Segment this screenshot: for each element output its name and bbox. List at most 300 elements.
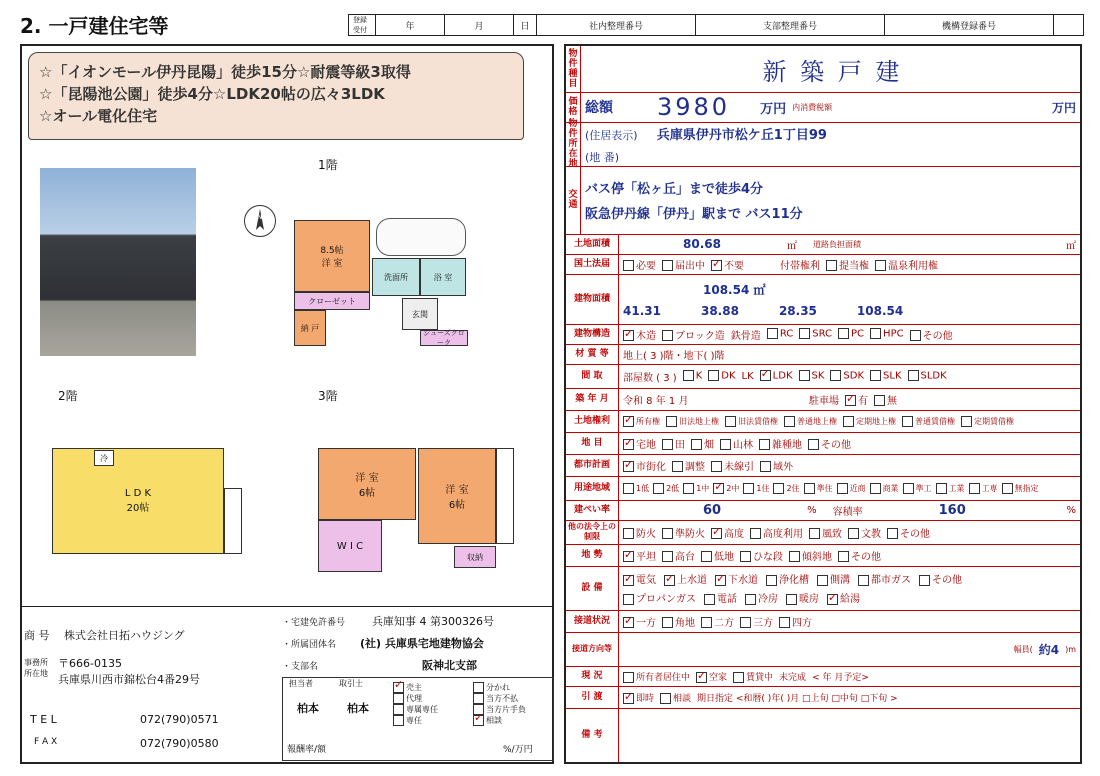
equip-opt[interactable]: [745, 590, 778, 605]
opt-label: 未線引: [724, 461, 754, 473]
terrain-opt[interactable]: [789, 548, 832, 563]
parking-opt[interactable]: [874, 392, 897, 407]
company-name: 株式会社日拓ハウジング: [64, 629, 185, 642]
rights-opt[interactable]: [784, 416, 837, 427]
equip-opt[interactable]: [827, 590, 860, 605]
law-cell: [619, 254, 1080, 274]
checkbox-icon: [623, 461, 634, 472]
parking-label: 駐車場: [809, 395, 839, 407]
opt-label: 域外: [773, 461, 793, 473]
row-label: 接道状況: [566, 610, 619, 632]
checkbox-icon: [662, 260, 673, 271]
equipment-cell: [619, 566, 1080, 610]
share-item[interactable]: [473, 682, 526, 693]
struct-opt[interactable]: [838, 328, 864, 340]
assoc-name: (社) 兵庫県宅地建物協会: [360, 637, 484, 650]
zone-opt[interactable]: [936, 483, 965, 494]
checkbox-icon: [870, 370, 881, 381]
checkbox-icon: [745, 594, 756, 605]
closet: クローゼット: [294, 292, 370, 310]
opt-label: 相談: [673, 693, 692, 704]
opt-label: SDK: [843, 370, 865, 382]
opt-label: 1低: [636, 483, 650, 493]
rights-opt[interactable]: [623, 416, 660, 427]
zone-cell: [619, 476, 1080, 500]
row-note: [566, 708, 1080, 762]
car-icon: [376, 218, 466, 256]
tax-unit: 万円: [1051, 100, 1076, 115]
zone-opt[interactable]: [1002, 483, 1039, 494]
mode-item[interactable]: [393, 682, 438, 693]
zone-opt[interactable]: [623, 483, 649, 494]
opt-label: 届出中: [675, 260, 705, 272]
balcony: [224, 488, 242, 554]
checkbox-icon: [903, 483, 914, 494]
layout-opt[interactable]: [908, 370, 947, 382]
traffic-line: 阪急伊丹線「伊丹」駅まで バス11分: [585, 207, 803, 222]
struct-opt[interactable]: [870, 328, 904, 340]
opt-label: 高度利用: [763, 528, 803, 540]
checkbox-icon: [660, 693, 671, 704]
landuse-opt[interactable]: [720, 436, 753, 451]
floor3-label: 3階: [318, 389, 338, 403]
zone-opt[interactable]: [870, 483, 899, 494]
layout-opt[interactable]: [799, 370, 825, 382]
row-label: 他の法令上の制限: [566, 520, 619, 544]
tax-label: 内消費税額: [792, 102, 833, 112]
opt-label: 一方: [636, 617, 656, 629]
opt-label: 普通賃借権: [915, 416, 955, 426]
land-unit: ㎡: [786, 240, 797, 252]
access-opt[interactable]: [779, 614, 812, 629]
row-label: 地 目: [566, 432, 619, 454]
shogo-label: 商 号: [24, 629, 50, 642]
checkbox-icon: [473, 693, 484, 704]
row-material: [566, 344, 1080, 365]
terrain-opt[interactable]: [740, 548, 783, 563]
company-address: 兵庫県川西市錦松台4番29号: [58, 673, 200, 686]
checkbox-icon: [623, 594, 634, 605]
rights-opt[interactable]: [902, 416, 955, 427]
terrain-opt[interactable]: [838, 548, 881, 563]
status-opt[interactable]: [623, 670, 690, 683]
equip-opt[interactable]: [858, 571, 911, 586]
checkbox-icon: [759, 439, 770, 450]
handover-opt[interactable]: [623, 691, 654, 704]
equip-opt[interactable]: [786, 590, 819, 605]
access-opt[interactable]: [701, 614, 734, 629]
checkbox-icon: [843, 416, 854, 427]
fee-shares: [473, 682, 526, 726]
checkbox-icon: [711, 260, 722, 271]
registry-branch: 支部整理番号: [696, 15, 885, 35]
layout-opt[interactable]: [830, 370, 864, 382]
checkbox-icon: [936, 483, 947, 494]
opt-label: 側溝: [830, 575, 850, 586]
checkbox-icon: [848, 528, 859, 539]
row-label: 都市計画: [566, 454, 619, 476]
mode-label: 専任: [406, 716, 422, 725]
checkbox-icon: [874, 395, 885, 406]
checkbox-icon: [799, 370, 810, 381]
floor-areas: [623, 304, 903, 318]
staff-name-2: 柏本: [347, 702, 369, 715]
equip-opt[interactable]: [664, 571, 707, 586]
equip-opt[interactable]: [623, 571, 656, 586]
room-size: 6帖: [448, 500, 466, 511]
fee-unit: %/万円: [503, 745, 533, 755]
floor1-label: 1階: [318, 158, 338, 172]
opt-label: DK: [721, 370, 736, 382]
opt-label: 市街化: [636, 461, 666, 473]
city-opt[interactable]: [672, 458, 705, 473]
office-label: 事務所所在地: [24, 658, 48, 678]
struct-opt[interactable]: [662, 327, 725, 342]
layout-opt[interactable]: [708, 370, 735, 382]
row-label: 物件所在地: [566, 122, 581, 166]
staff-box: [282, 677, 554, 761]
struct-opt[interactable]: [910, 327, 953, 342]
traffic-line: バス停「松ヶ丘」まで徒歩4分: [585, 182, 764, 197]
opt-label: HPC: [883, 328, 904, 340]
opt-label: 傾斜地: [802, 551, 832, 563]
status-opt[interactable]: [733, 670, 773, 683]
restrict-opt[interactable]: [848, 525, 881, 540]
row-label: 国土法届: [566, 254, 619, 274]
rights-opt[interactable]: [843, 416, 896, 427]
terrain-opt[interactable]: [701, 548, 734, 563]
rights-opt[interactable]: [725, 416, 778, 427]
opt-label: SLK: [883, 370, 902, 382]
share-label: 当方片手負: [486, 705, 526, 714]
opt-label: 普通地上権: [797, 416, 837, 426]
registry-year: 年: [376, 15, 445, 35]
row-type: [566, 46, 1080, 93]
landuse-opt[interactable]: [691, 436, 714, 451]
room-western-2: [318, 448, 416, 520]
rights-opt[interactable]: [961, 416, 1014, 427]
land-area-cell: [619, 234, 1080, 254]
floor3-area: 28.35: [778, 303, 817, 318]
branch-name: 阪神北支部: [422, 659, 477, 672]
zone-opt[interactable]: [804, 483, 833, 494]
storage-3f: 収納: [454, 546, 496, 568]
checkbox-icon: [713, 483, 724, 494]
restrict-opt[interactable]: [887, 525, 930, 540]
city-opt[interactable]: [623, 458, 666, 473]
opt-label: ひな段: [753, 551, 783, 563]
city-opt[interactable]: [760, 458, 793, 473]
extra-label: 付帯権利: [780, 260, 820, 272]
registry-agency: 機構登録番号: [885, 15, 1054, 35]
room-western-1: [294, 220, 370, 292]
opt-label: 近商: [849, 483, 866, 493]
room-size: 8.5帖: [320, 246, 344, 256]
assoc-label: ・所属団体名: [282, 640, 337, 650]
row-address: [566, 119, 1080, 169]
restrict-opt[interactable]: [623, 525, 656, 540]
mode-item[interactable]: [393, 715, 438, 726]
opt-label: 無指定: [1014, 483, 1039, 493]
mode-item[interactable]: [393, 704, 438, 715]
material-value: 地上( 3 )階・地下( )階: [623, 350, 725, 362]
checkbox-icon: [830, 370, 841, 381]
row-label: 材 質 等: [566, 344, 619, 364]
mode-item[interactable]: [393, 693, 438, 704]
layout-cell: [619, 364, 1080, 388]
checkbox-icon: [1002, 483, 1013, 494]
struct-opt[interactable]: [731, 327, 761, 342]
opt-label: 温泉利用権: [888, 260, 938, 272]
staff-label-1: 担当者: [289, 679, 313, 688]
share-item[interactable]: [473, 693, 526, 704]
checkbox-icon: [473, 682, 484, 693]
share-label: 分かれ: [486, 683, 510, 692]
terrain-opt[interactable]: [662, 548, 695, 563]
rights-opt[interactable]: [666, 416, 719, 427]
landuse-opt[interactable]: [623, 436, 656, 451]
checkbox-icon: [875, 260, 886, 271]
layout-opt[interactable]: [760, 370, 793, 382]
checkbox-icon: [393, 704, 404, 715]
checkbox-icon: [662, 551, 673, 562]
opt-label: 無: [887, 395, 897, 407]
opt-label: 2住: [786, 483, 800, 493]
layout-opt[interactable]: [870, 370, 901, 382]
handover-cell: [619, 686, 1080, 708]
access-opt[interactable]: [662, 614, 695, 629]
law-opt[interactable]: [662, 257, 705, 272]
price-value: 3980: [657, 93, 731, 121]
checkbox-icon: [858, 575, 869, 586]
restrict-cell: [619, 520, 1080, 544]
layout-opt[interactable]: [742, 371, 754, 382]
address-cell: [581, 122, 1080, 166]
restrict-opt[interactable]: [809, 525, 842, 540]
checkbox-icon: [725, 416, 736, 427]
checkbox-icon: [623, 330, 634, 341]
checkbox-icon: [623, 575, 634, 586]
checkbox-icon: [760, 461, 771, 472]
zone-opt[interactable]: [683, 483, 709, 494]
opt-label: 提当権: [839, 260, 869, 272]
row-label: 交通: [566, 166, 581, 234]
city-opt[interactable]: [711, 458, 754, 473]
license-label: ・宅建免許番号: [282, 618, 346, 628]
row-land-area: [566, 234, 1080, 255]
equip-opt[interactable]: [715, 571, 758, 586]
banner-line: ☆「昆陽池公園」徒歩4分☆LDK20帖の広々3LDK: [39, 85, 385, 103]
opt-label: SK: [811, 370, 825, 382]
width-label: 幅員(: [1013, 644, 1033, 654]
landuse-opt[interactable]: [808, 436, 851, 451]
row-status: [566, 666, 1080, 687]
restrict-opt[interactable]: [711, 525, 744, 540]
room-western-3: [418, 448, 496, 544]
traffic-cell: [581, 166, 1080, 234]
checkbox-icon: [870, 328, 881, 339]
pct-unit: %: [1066, 504, 1076, 516]
registry-strip: [348, 14, 1084, 36]
parking-opt[interactable]: [845, 392, 868, 407]
page-title: 2. 一戸建住宅等: [20, 14, 169, 38]
fee-label: 報酬率/額: [287, 745, 327, 755]
status-tail: < 年 月予定>: [812, 672, 869, 683]
opt-label: RC: [779, 328, 794, 340]
checkbox-icon: [666, 416, 677, 427]
other-area: 108.54: [856, 303, 904, 318]
house-photo: [40, 168, 196, 356]
checkbox-icon: [623, 528, 634, 539]
row-building-area: [566, 274, 1080, 325]
law-extra[interactable]: [875, 257, 938, 272]
checkbox-icon: [720, 439, 731, 450]
checkbox-icon: [623, 483, 634, 494]
far-value: 160: [938, 502, 966, 518]
lot-label: (地 番): [585, 150, 620, 164]
washroom: 洗面所: [372, 258, 420, 296]
equip-opt[interactable]: [919, 571, 962, 586]
equip-opt[interactable]: [623, 590, 696, 605]
equip-row-2: [623, 590, 860, 605]
opt-label: 低地: [714, 551, 734, 563]
banner: [28, 52, 524, 140]
opt-label: 冷房: [758, 594, 778, 605]
status-opt[interactable]: [696, 670, 727, 683]
struct-opt[interactable]: [767, 328, 793, 340]
tel-label: T E L: [30, 713, 57, 726]
restrict-opt[interactable]: [750, 525, 803, 540]
opt-label: その他: [851, 551, 881, 563]
handover-tail: 期日指定 <和暦( )年( )月 □上旬 □中旬 □下旬 >: [697, 693, 898, 704]
checkbox-icon: [704, 594, 715, 605]
note-cell[interactable]: [619, 708, 1080, 762]
share-label: 当方不払: [486, 694, 518, 703]
checkbox-icon: [969, 483, 980, 494]
opt-label: 浄化槽: [779, 575, 809, 586]
pct-unit: %: [807, 504, 817, 516]
zone-opt[interactable]: [773, 483, 799, 494]
room-type: 洋 室: [321, 259, 343, 269]
checkbox-icon: [760, 370, 771, 381]
checkbox-icon: [766, 575, 777, 586]
landuse-opt[interactable]: [662, 436, 685, 451]
zone-opt[interactable]: [743, 483, 769, 494]
struct-opt[interactable]: [623, 327, 656, 342]
room-type: L D K: [124, 488, 152, 499]
row-label: 用途地域: [566, 476, 619, 500]
registry-label: 登録受付: [349, 15, 376, 35]
opt-label: 準工: [915, 483, 932, 493]
access-opt[interactable]: [740, 614, 773, 629]
row-label: 地 勢: [566, 544, 619, 566]
room-type: 洋 室: [355, 473, 379, 484]
access-opt[interactable]: [623, 614, 656, 629]
opt-label: 準住: [816, 483, 833, 493]
landuse-opt[interactable]: [759, 436, 802, 451]
road-unit: ㎡: [1066, 240, 1076, 252]
row-label: 建物面積: [566, 274, 619, 324]
law-extra[interactable]: [826, 257, 869, 272]
terrain-opt[interactable]: [623, 548, 656, 563]
opt-label: 暖房: [799, 594, 819, 605]
registry-blank: [1054, 15, 1083, 35]
share-item[interactable]: [473, 715, 526, 726]
row-rights: [566, 410, 1080, 433]
terrain-cell: [619, 544, 1080, 566]
row-label: 建物構造: [566, 324, 619, 344]
checkbox-icon: [961, 416, 972, 427]
land-area-value: 80.68: [683, 237, 721, 251]
opt-label: SRC: [812, 328, 833, 340]
equip-opt[interactable]: [766, 571, 809, 586]
row-label: 備 考: [566, 708, 619, 762]
opt-label: 工業: [948, 483, 965, 493]
checkbox-icon: [623, 672, 634, 683]
checkbox-icon: [662, 330, 673, 341]
floor1-area: 41.31: [623, 303, 661, 318]
equip-opt[interactable]: [704, 590, 737, 605]
law-opt[interactable]: [623, 257, 656, 272]
zone-opt[interactable]: [713, 483, 739, 494]
zone-opt[interactable]: [969, 483, 998, 494]
opt-label: 文教: [861, 528, 881, 540]
balcony-3f: [496, 448, 514, 544]
row-traffic: [566, 166, 1080, 235]
law-opt[interactable]: [711, 257, 744, 272]
restrict-opt[interactable]: [662, 525, 705, 540]
checkbox-icon: [773, 483, 784, 494]
handover-opt[interactable]: [660, 691, 691, 704]
checkbox-icon: [393, 693, 404, 704]
opt-label: 木造: [636, 330, 656, 342]
zone-opt[interactable]: [653, 483, 679, 494]
far-label: 容積率: [832, 506, 863, 518]
registry-internal: 社内整理番号: [537, 15, 696, 35]
checkbox-icon: [653, 483, 664, 494]
checkbox-icon: [799, 328, 810, 339]
opt-label: 即時: [636, 693, 655, 704]
row-price: [566, 92, 1080, 123]
checkbox-icon: [623, 617, 634, 628]
walk-in-closet: W I C: [318, 520, 382, 572]
opt-label: 平坦: [636, 551, 656, 563]
opt-label: 高度: [724, 528, 744, 540]
opt-label: その他: [932, 575, 962, 586]
building-area-cell: [619, 274, 1080, 324]
checkbox-icon: [910, 330, 921, 341]
floor1-plan: [290, 218, 470, 348]
checkbox-icon: [733, 672, 744, 683]
zone-opt[interactable]: [837, 483, 866, 494]
checkbox-icon: [740, 551, 751, 562]
struct-opt[interactable]: [799, 328, 832, 340]
opt-label: LDK: [772, 370, 793, 382]
equip-row-1: [623, 571, 962, 586]
zone-opt[interactable]: [903, 483, 932, 494]
checkbox-icon: [672, 461, 683, 472]
checkbox-icon: [786, 594, 797, 605]
checkbox-icon: [696, 672, 707, 683]
price-cell: [581, 92, 1080, 122]
row-city: [566, 454, 1080, 477]
opt-label: PC: [851, 328, 865, 340]
layout-opt[interactable]: [683, 370, 703, 382]
opt-label: 空家: [709, 672, 728, 683]
opt-label: 不要: [724, 260, 744, 272]
equip-opt[interactable]: [817, 571, 850, 586]
checkbox-icon: [393, 682, 404, 693]
